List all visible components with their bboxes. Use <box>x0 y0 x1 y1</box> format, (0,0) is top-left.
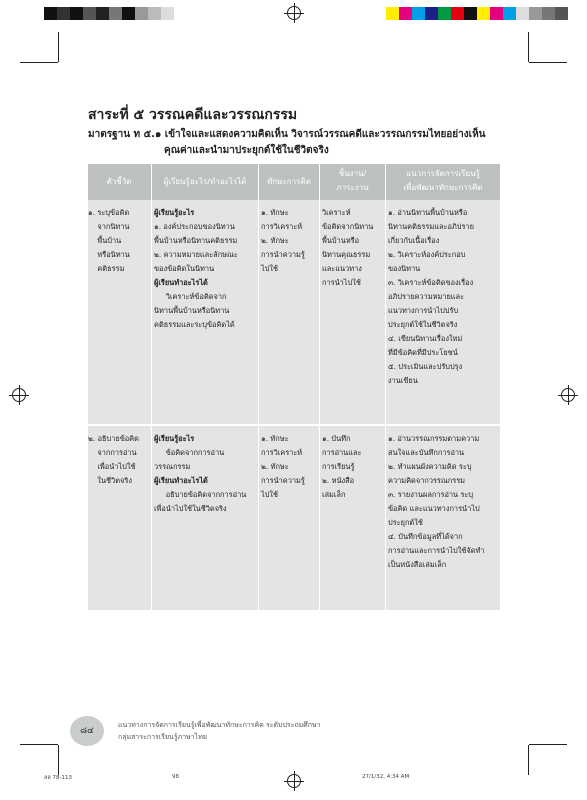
table-row-2-learn-content: ข้อคิดจากการอ่าน วรรณกรรม <box>154 448 225 471</box>
table-row-2-do-heading: ผู้เรียนทำอะไรได้ <box>154 476 208 485</box>
table-row-1-do-heading: ผู้เรียนทำอะไรได้ <box>154 278 208 287</box>
crop-mark <box>58 32 59 62</box>
header-task: ชิ้นงาน/ ภาระงาน <box>336 169 369 192</box>
footer-book-title: แนวทางการจัดการเรียนรู้เพื่อพัฒนาทักษะการคิด ระดับประถมศึกษา <box>118 721 321 729</box>
slug-job-id: ลล 78-113 <box>44 775 72 781</box>
crop-mark <box>528 745 529 775</box>
curriculum-table <box>88 164 500 610</box>
registration-mark-icon <box>287 6 301 20</box>
table-row-1-learn-content: ๑. องค์ประกอบของนิทาน พื้นบ้านหรือนิทานคติธรรม ๒. ความหมายและลักษณะ ของข้อคิดในนิทาน <box>154 222 238 273</box>
table-row-2-approach: ๑. อ่านวรรณกรรมตามความ สนใจและบันทึกการอ่าน ๒. ทำแผนผังความคิด ระบุ ความคิดจากวรรณกรรม ๓. รายงานผลการอ่าน ระบุ ข้อคิด และแนวทางการนำไป ประยุกต์ใช้ ๔. บันทึกข้อมูลที่ได้จาก การอ่านและการนำไปใช้จัดทำ เป็นหนังสือเล่มเล็ก <box>388 434 485 569</box>
color-bar <box>386 7 568 20</box>
table-row-1-indicator: ๑. ระบุข้อคิด จากนิทาน พื้นบ้าน หรือนิทาน คติธรรม <box>88 208 130 273</box>
crop-mark <box>528 32 529 62</box>
crop-mark <box>20 744 58 745</box>
table-row-2-indicator: ๒. อธิบายข้อคิด จากการอ่าน เพื่อนำไปใช้ ในชีวิตจริง <box>88 434 139 485</box>
standard-line-2: คุณค่าและนำมาประยุกต์ใช้ในชีวิตจริง <box>164 145 329 156</box>
header-indicator: ตัวชี้วัด <box>106 177 132 186</box>
table-row-2-skill: ๑. ทักษะ การวิเคราะห์ ๒. ทักษะ การนำความรู้ ไปใช้ <box>261 434 305 499</box>
table-row-1-approach: ๑. อ่านนิทานพื้นบ้านหรือ นิทานคติธรรมและอภิปราย เกี่ยวกับเนื้อเรื่อง ๒. วิเคราะห์องค์ประกอบ ของนิทาน ๓. วิเคราะห์ข้อคิดของเรื่อง อภิปรายความหมายและ แนวทางการนำไปปรับ ประยุกต์ใช้ในชีวิตจริง ๔. เขียนนิทานเรื่องใหม่ ที่มีข้อคิดที่มีประโยชน์ ๕. ประเมินและปรับปรุง งานเขียน <box>388 208 474 385</box>
table-row-2-do-content: อธิบายข้อคิดจากการอ่าน เพื่อนำไปใช้ในชีวิตจริง <box>154 490 247 513</box>
crop-mark <box>20 62 58 63</box>
table-row-1-learn-heading: ผู้เรียนรู้อะไร <box>154 208 195 217</box>
page-title: สาระที่ ๕ วรรณคดีและวรรณกรรม <box>88 107 298 123</box>
header-learning: ผู้เรียนรู้อะไร/ทำอะไรได้ <box>163 177 247 186</box>
grayscale-bar <box>44 7 187 20</box>
slug-page: 98 <box>172 774 179 780</box>
header-thinking-skill: ทักษะการคิด <box>267 177 311 186</box>
standard-line-1: มาตรฐาน ท ๕.๑ เข้าใจและแสดงความคิดเห็น วิจารณ์วรรณคดีและวรรณกรรมไทยอย่างเห็น <box>88 129 486 140</box>
registration-mark-icon <box>561 388 575 402</box>
crop-mark <box>529 744 567 745</box>
crop-mark <box>58 745 59 775</box>
table-row-1-do-content: วิเคราะห์ข้อคิดจาก นิทานพื้นบ้านหรือนิทาน คติธรรมและระบุข้อคิดได้ <box>154 292 235 329</box>
registration-mark-icon <box>12 388 26 402</box>
table-row-2-task: ๑. บันทึก การอ่านและ การเรียนรู้ ๒. หนังสือ เล่มเล็ก <box>322 434 362 499</box>
slug-timestamp: 27/1/32, 4:34 AM <box>362 774 410 780</box>
table-row-1-task: วิเคราะห์ ข้อคิดจากนิทาน พื้นบ้านหรือ นิทานคุณธรรม และแนวทาง การนำไปใช้ <box>322 208 374 287</box>
table-row-2-learn-heading: ผู้เรียนรู้อะไร <box>154 434 195 443</box>
footer-subject: กลุ่มสาระการเรียนรู้ภาษาไทย <box>118 733 207 741</box>
crop-mark <box>529 62 567 63</box>
registration-mark-icon <box>287 774 301 788</box>
table-row-1-skill: ๑. ทักษะ การวิเคราะห์ ๒. ทักษะ การนำความรู้ ไปใช้ <box>261 208 305 273</box>
page-number: ๘๔ <box>80 726 94 736</box>
header-approach: แนวการจัดการเรียนรู้ เพื่อพัฒนาทักษะการคิด <box>403 169 483 192</box>
